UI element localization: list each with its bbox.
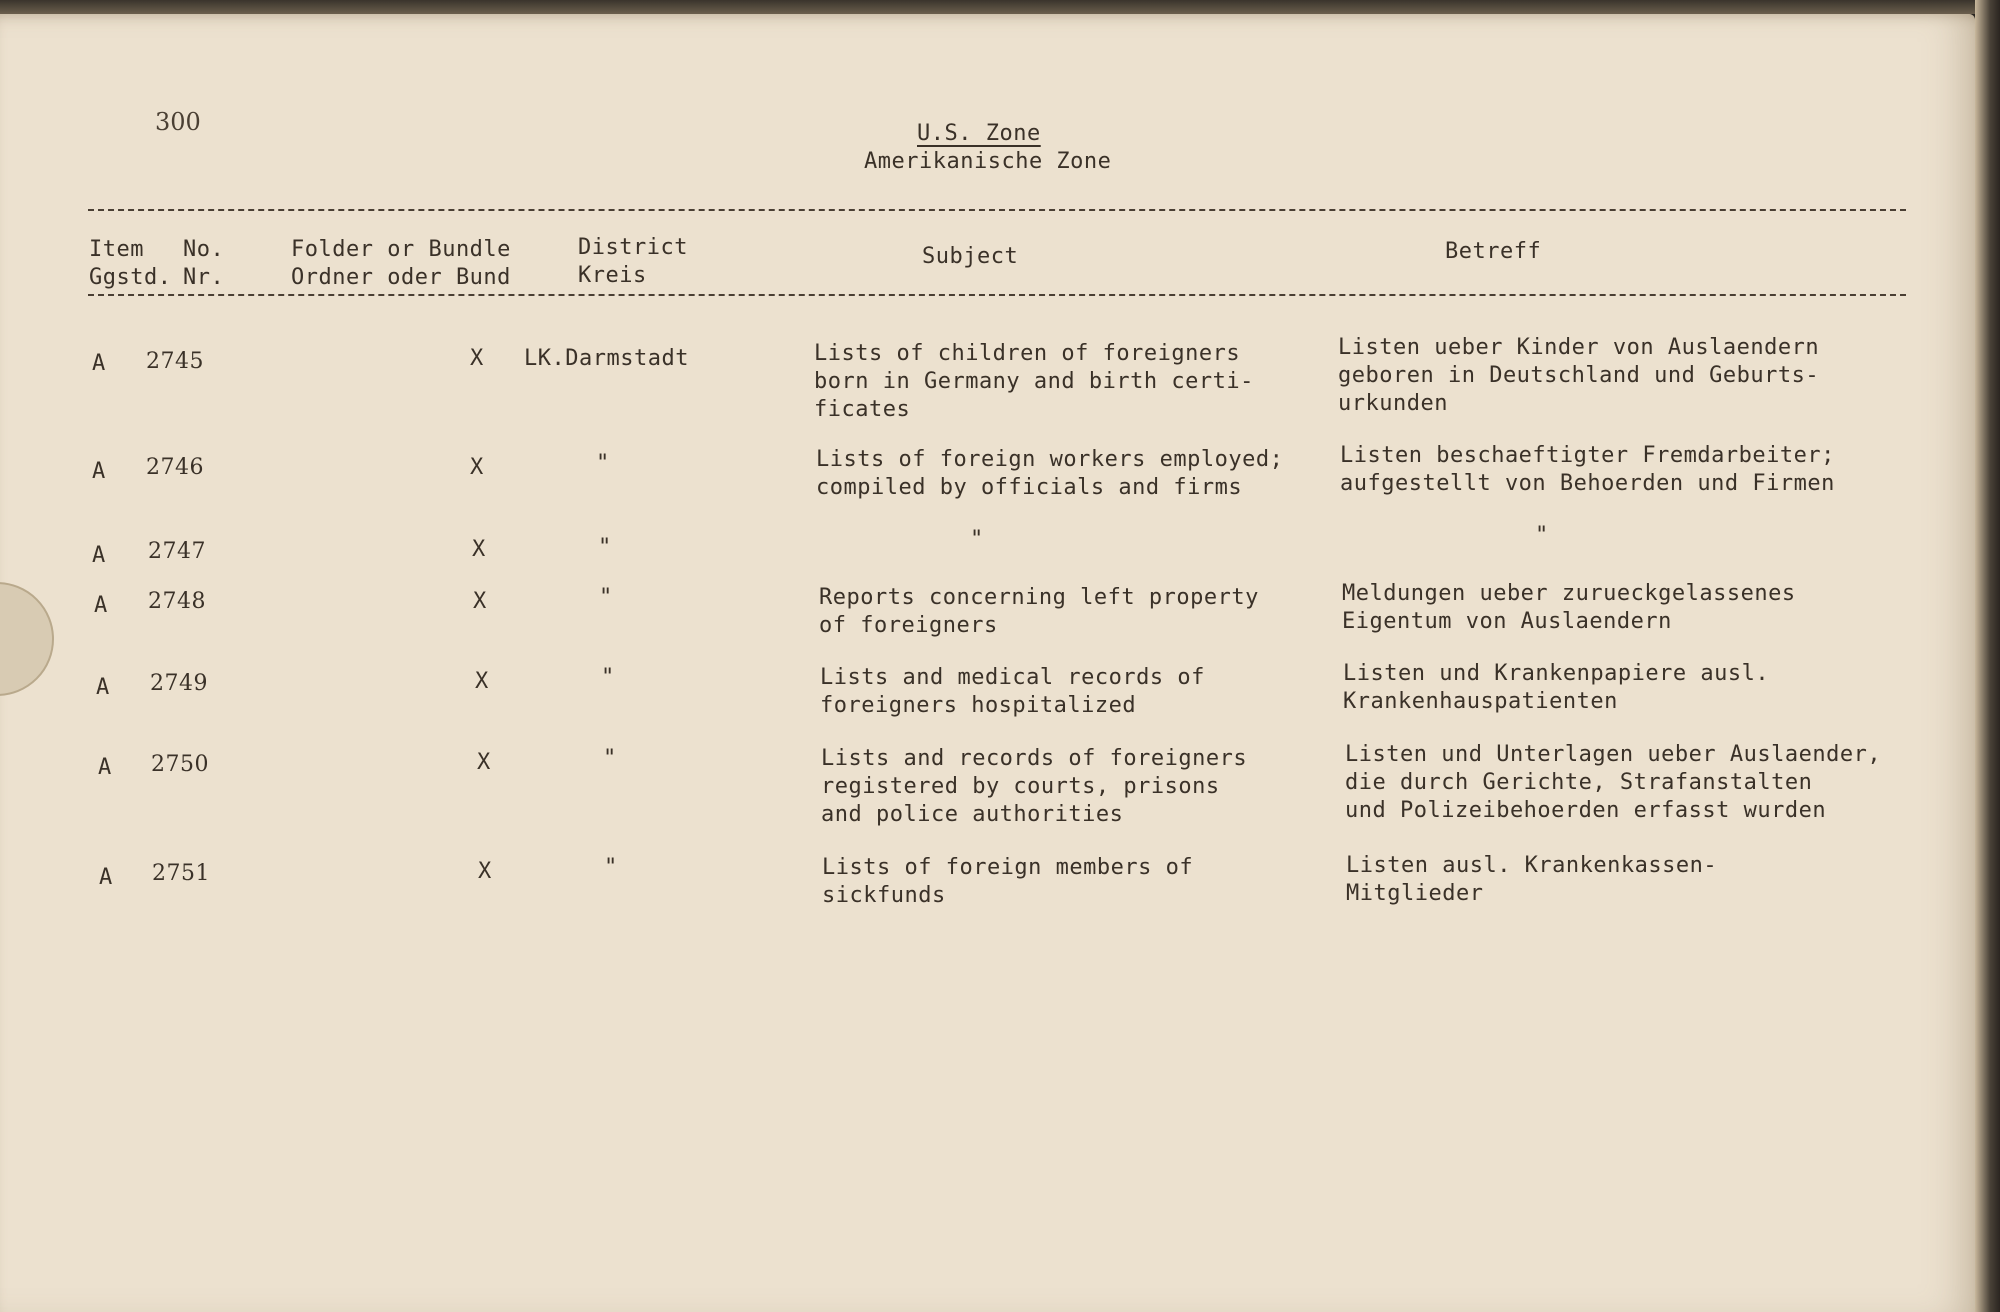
subject-line: Lists of foreign workers employed;	[816, 447, 1284, 472]
row-folder-mark: X	[478, 859, 492, 884]
row-district: "	[596, 451, 610, 476]
book-top-edge	[0, 0, 2000, 14]
col-header-subject: Subject	[922, 244, 1019, 269]
betreff-line: aufgestellt von Behoerden und Firmen	[1340, 471, 1835, 496]
col-header-no: No.	[183, 237, 225, 262]
row-subject	[820, 664, 1205, 720]
row-item: A	[98, 755, 112, 780]
row-district: "	[599, 585, 613, 610]
row-item: A	[99, 865, 113, 890]
row-betreff	[1338, 334, 1819, 418]
row-number: 2748	[148, 589, 206, 614]
col-header-district: District	[578, 235, 688, 260]
row-district: "	[603, 746, 617, 771]
row-betreff	[1342, 580, 1796, 636]
betreff-line: Krankenhauspatienten	[1343, 689, 1618, 714]
zone-title-english: U.S. Zone	[917, 121, 1041, 146]
row-district: "	[598, 535, 612, 560]
row-subject	[816, 446, 1283, 502]
subject-line: compiled by officials and firms	[816, 475, 1243, 500]
col-header-district-de: Kreis	[578, 263, 647, 288]
row-folder-mark: X	[475, 669, 489, 694]
col-header-item-de: Ggstd.	[89, 265, 172, 290]
row-subject	[819, 584, 1259, 640]
page-number: 300	[155, 108, 201, 136]
row-number: 2747	[148, 539, 206, 564]
betreff-line: Mitglieder	[1346, 881, 1484, 906]
header-rule-top	[88, 209, 1906, 211]
row-betreff	[1340, 442, 1835, 498]
betreff-line: Listen und Unterlagen ueber Auslaender,	[1345, 742, 1882, 767]
row-number: 2746	[146, 455, 204, 480]
subject-line: Lists and medical records of	[820, 665, 1205, 690]
betreff-line: Listen ausl. Krankenkassen-	[1346, 853, 1718, 878]
subject-line: registered by courts, prisons	[821, 774, 1220, 799]
zone-title-german: Amerikanische Zone	[864, 149, 1112, 174]
subject-line: Lists of foreign members of	[822, 855, 1194, 880]
row-betreff	[1345, 741, 1881, 825]
row-number: 2749	[150, 671, 208, 696]
row-subject	[814, 340, 1254, 424]
row-item: A	[96, 675, 110, 700]
col-header-no-de: Nr.	[183, 265, 225, 290]
subject-line: foreigners hospitalized	[820, 693, 1137, 718]
col-header-folder: Folder or Bundle	[291, 237, 511, 262]
row-subject	[821, 745, 1247, 829]
row-number: 2750	[151, 752, 209, 777]
book-right-edge	[1975, 0, 2000, 1312]
betreff-line: Eigentum von Auslaendern	[1342, 609, 1672, 634]
row-betreff: "	[1535, 523, 1549, 548]
row-folder-mark: X	[470, 346, 484, 371]
col-header-betreff: Betreff	[1445, 239, 1542, 264]
betreff-line: urkunden	[1338, 391, 1448, 416]
subject-line: Reports concerning left property	[819, 585, 1259, 610]
subject-line: Lists of children of foreigners	[814, 341, 1241, 366]
betreff-line: Listen und Krankenpapiere ausl.	[1343, 661, 1770, 686]
betreff-line: und Polizeibehoerden erfasst wurden	[1345, 798, 1827, 823]
row-subject: "	[970, 527, 984, 552]
row-item: A	[92, 543, 106, 568]
row-folder-mark: X	[477, 750, 491, 775]
subject-line: Lists and records of foreigners	[821, 746, 1248, 771]
row-folder-mark: X	[470, 455, 484, 480]
row-subject	[822, 854, 1193, 910]
row-district: "	[604, 855, 618, 880]
row-item: A	[94, 593, 108, 618]
col-header-folder-de: Ordner oder Bund	[291, 265, 511, 290]
betreff-line: die durch Gerichte, Strafanstalten	[1345, 770, 1813, 795]
subject-line: ficates	[814, 397, 911, 422]
betreff-line: Listen beschaeftigter Fremdarbeiter;	[1340, 443, 1835, 468]
header-rule-bottom	[88, 294, 1906, 296]
row-folder-mark: X	[472, 537, 486, 562]
betreff-line: Listen ueber Kinder von Auslaendern	[1338, 335, 1820, 360]
row-number: 2745	[146, 349, 204, 374]
row-item: A	[92, 459, 106, 484]
subject-line: of foreigners	[819, 613, 998, 638]
row-number: 2751	[152, 861, 210, 886]
row-betreff	[1343, 660, 1769, 716]
betreff-line: geboren in Deutschland und Geburts-	[1338, 363, 1820, 388]
subject-line: and police authorities	[821, 802, 1124, 827]
subject-line: born in Germany and birth certi-	[814, 369, 1254, 394]
row-item: A	[92, 351, 106, 376]
row-district: LK.Darmstadt	[524, 346, 689, 371]
row-folder-mark: X	[473, 589, 487, 614]
subject-line: sickfunds	[822, 883, 946, 908]
row-betreff	[1346, 852, 1717, 908]
binder-tab-notch	[0, 582, 54, 696]
col-header-item: Item	[89, 237, 144, 262]
row-district: "	[601, 665, 615, 690]
betreff-line: Meldungen ueber zurueckgelassenes	[1342, 581, 1796, 606]
